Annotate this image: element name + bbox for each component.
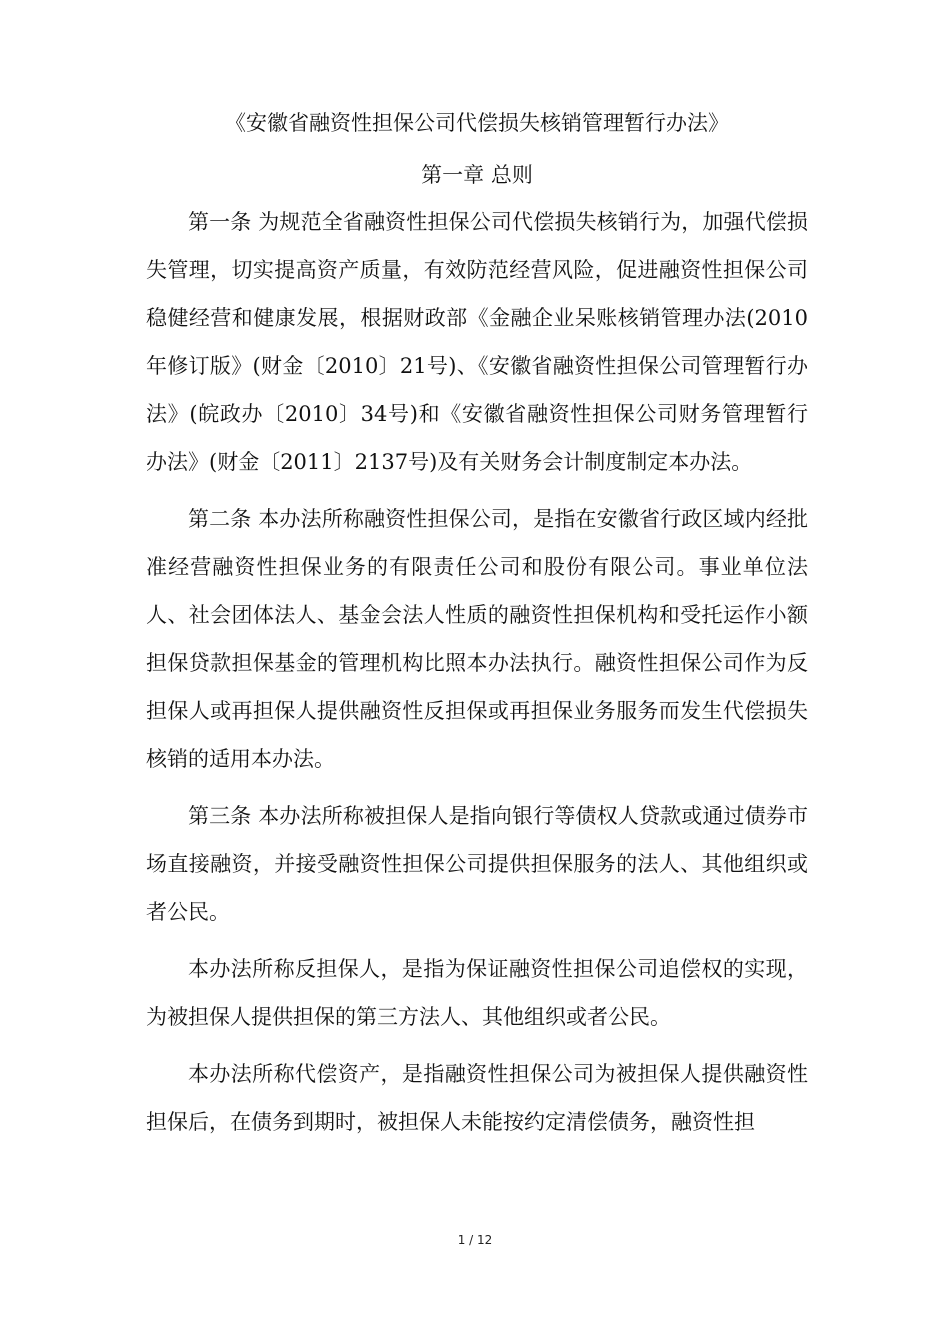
paragraph-article-1: 第一条 为规范全省融资性担保公司代偿损失核销行为，加强代偿损失管理，切实提高资产质量，有效防范经营风险，促进融资性担保公司稳健经营和健康发展，根据财政部《金融企业呆账核销管理办法(2010年修订版》(财金〔2010〕21号)、《安徽省融资性担保公司管理暂行办法》(皖政办〔2010〕34号)和《安徽省融资性担保公司财务管理暂行办法》(财金〔2011〕2137号)及有关财务会计制度制定本办法。 (146, 210, 808, 474)
document-body (146, 111, 808, 1155)
paragraph-counter-guarantor: 本办法所称反担保人，是指为保证融资性担保公司追偿权的实现，为被担保人提供担保的第三方法人、其他组织或者公民。 (146, 957, 808, 1029)
page-number: 1 / 12 (457, 1233, 493, 1247)
document-title: 《安徽省融资性担保公司代偿损失核销管理暂行办法》 (225, 111, 729, 135)
paragraph-compensation-asset: 本办法所称代偿资产，是指融资性担保公司为被担保人提供融资性担保后，在债务到期时，被担保人未能按约定清偿债务，融资性担 (146, 1062, 808, 1134)
paragraph-article-2: 第二条 本办法所称融资性担保公司，是指在安徽省行政区域内经批准经营融资性担保业务的有限责任公司和股份有限公司。事业单位法人、社会团体法人、基金会法人性质的融资性担保机构和受托运作小额担保贷款担保基金的管理机构比照本办法执行。融资性担保公司作为反担保人或再担保人提供融资性反担保或再担保业务服务而发生代偿损失核销的适用本办法。 (146, 507, 808, 771)
chapter-heading: 第一章 总则 (421, 163, 533, 187)
paragraph-article-3: 第三条 本办法所称被担保人是指向银行等债权人贷款或通过债券市场直接融资，并接受融资性担保公司提供担保服务的法人、其他组织或者公民。 (146, 804, 808, 924)
